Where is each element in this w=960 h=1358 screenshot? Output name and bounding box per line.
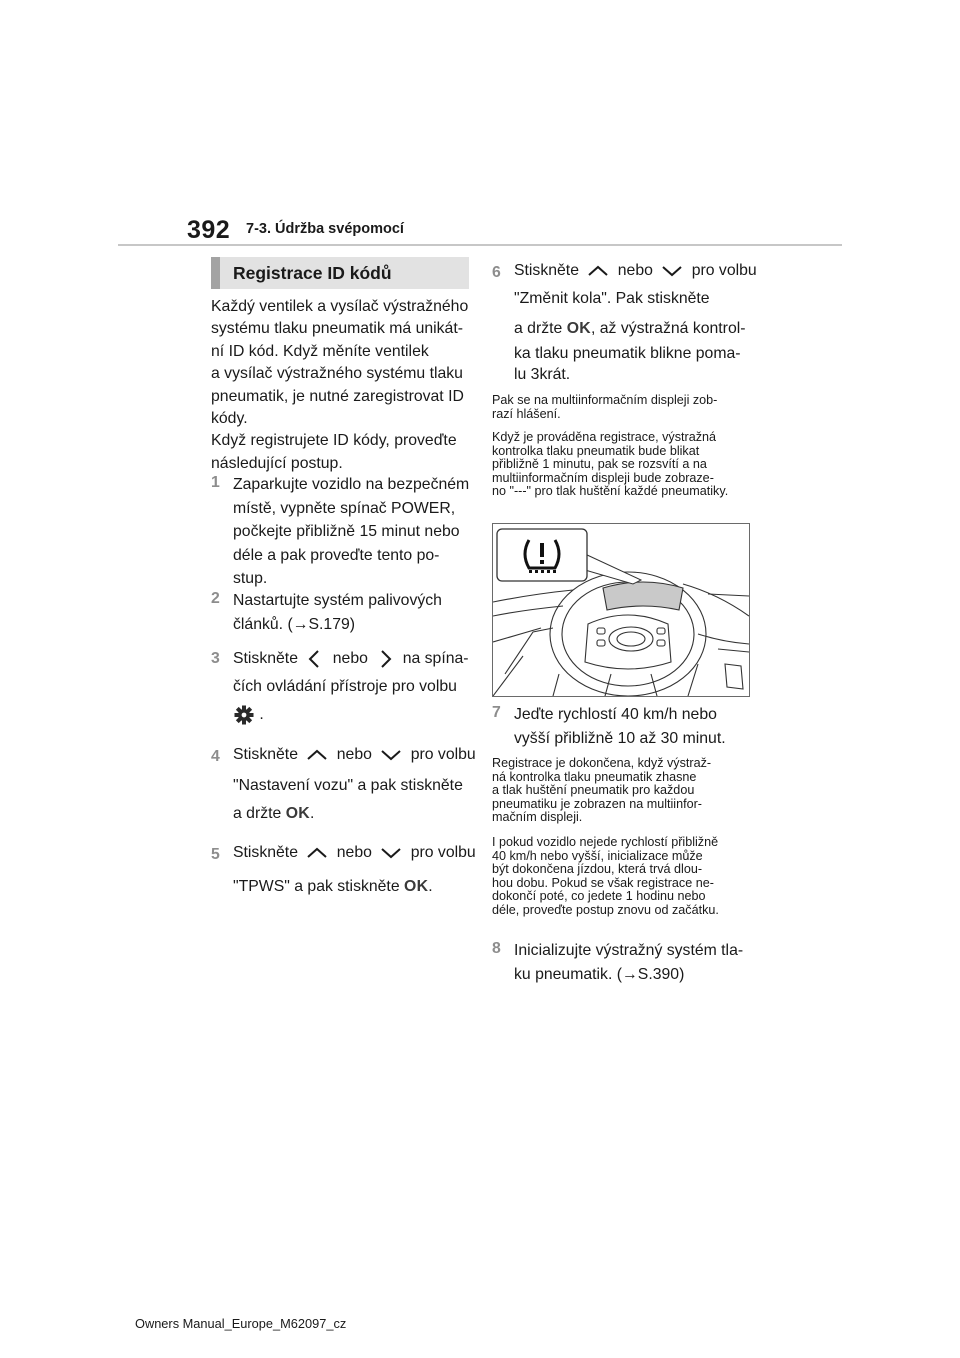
intro-line: systému tlaku pneumatik má unikát- [211,320,463,338]
step-line: lu 3krát. [514,366,571,383]
intro-line: Každý ventilek a vysílač výstražného [211,298,469,315]
step-text: nebo [336,746,372,764]
note-line: razí hlášení. [492,406,561,421]
step-text: Stiskněte [233,650,298,668]
step-line: "Změnit kola". Pak stiskněte [514,290,710,307]
step-line: počkejte přibližně 15 minut nebo [233,523,460,540]
gear-icon [233,704,255,726]
chevron-left-icon [302,648,328,670]
note-line: a tlak huštění pneumatik pro každou [492,783,695,798]
step-text: . [428,878,433,895]
note-line: přibližně 1 minutu, pak se rozsvítí a na [492,457,707,472]
chevron-up-icon [302,746,332,764]
intro-line: pneumatik, je nutné zaregistrovat ID [211,387,464,405]
step-line: Jeďte rychlostí 40 km/h nebo [514,706,717,723]
step-line: Zaparkujte vozidlo na bezpečném [233,476,470,493]
step-line: vyšší přibližně 10 až 30 minut. [514,729,726,747]
step-number: 4 [211,748,220,765]
step-line: čích ovládání přístroje pro volbu [233,678,457,695]
step-text: nebo [617,262,653,280]
step-line: "Nastavení vozu" a pak stiskněte [233,777,463,794]
step-line: ka tlaku pneumatik blikne poma- [514,345,741,362]
step-text: pro volbu [410,746,476,764]
step-line: článků. (→S.179) [233,615,356,633]
step-text: Stiskněte [514,262,579,280]
dashboard-drawing [493,524,749,696]
section-title: 7-3. Údržba svépomocí [246,221,404,237]
step-number: 5 [211,846,220,863]
page-number: 392 [187,216,231,244]
section-heading: Registrace ID kódů [233,263,392,283]
step-line: místě, vypněte spínač POWER, [233,499,456,517]
note-line: I pokud vozidlo nejede rychlostí přibližně [492,835,719,849]
step-text: a držte [233,805,282,822]
step-line: ku pneumatik. (→S.390) [514,965,685,983]
step-text: nebo [332,650,368,668]
step-line: stup. [233,570,268,587]
intro-line: Když registrujete ID kódy, proveďte [211,432,457,450]
step-line: Inicializujte výstražný systém tla- [514,942,744,959]
note-line: no "---" pro tlak huštění každé pneumatiky. [492,484,729,499]
note-line: být dokončena jízdou, která trvá dlou- [492,862,703,877]
note-line: pneumatiku je zobrazen na multiinfor- [492,796,703,811]
section-heading-box [211,257,469,289]
step-text: Stiskněte [233,844,298,862]
chevron-down-icon [376,844,406,862]
chevron-down-icon [376,746,406,764]
note-line: kontrolka tlaku pneumatik bude blikat [492,443,700,458]
intro-line: následující postup. [211,454,343,472]
step-number: 6 [492,264,501,281]
note-paragraph [492,394,717,421]
note-line: mačním displeji. [492,810,583,825]
step-text: "TPWS" a pak stiskněte [233,878,400,895]
dashboard-illustration [492,523,750,697]
note-paragraph [492,757,711,825]
intro-line: a vysílač výstražného systému tlaku [211,365,463,383]
step-text: na spína- [402,650,469,668]
note-line: déle, proveďte postup znovu od začátku. [492,902,719,917]
note-line: Registrace je dokončena, když výstraž- [492,756,712,770]
step-text: , až výstražná kontrol- [590,320,746,337]
step-text: . [309,805,315,822]
step-number: 3 [211,650,220,667]
step-text: . [259,706,264,724]
note-line: dokončí poté, co jedete 1 hodinu nebo [492,889,706,904]
chevron-right-icon [372,648,398,670]
step-text: nebo [336,844,372,862]
chevron-up-icon [302,844,332,862]
chevron-down-icon [657,262,687,280]
step-number: 7 [492,704,501,721]
note-line: 40 km/h nebo vyšší, inicializace může [492,848,703,863]
step-number: 8 [492,940,501,957]
step-number: 1 [211,474,220,491]
step-number: 2 [211,590,220,607]
note-line: Pak se na multiinformačním displeji zob- [492,393,718,407]
intro-line: kódy. [211,410,248,428]
step-text: pro volbu [410,844,476,862]
note-paragraph [492,431,728,499]
ok-button-label: OK [285,805,310,822]
heading-accent-bar [211,257,220,289]
ok-button-label: OK [566,320,591,337]
intro-line: ní ID kód. Když měníte ventilek [211,342,429,360]
ok-button-label: OK [404,878,429,895]
note-paragraph [492,836,719,918]
note-line: hou dobu. Pokud se však registrace ne- [492,875,714,890]
note-line: Když je prováděna registrace, výstražná [492,430,717,444]
step-line: déle a pak proveďte tento po- [233,546,440,564]
chevron-up-icon [583,262,613,280]
step-line: Nastartujte systém palivových [233,592,442,609]
step-text: pro volbu [691,262,757,280]
step-text: a držte [514,320,563,337]
note-line: ná kontrolka tlaku pneumatik zhasne [492,769,697,784]
footer-text: Owners Manual_Europe_M62097_cz [135,1316,347,1331]
header-divider [118,244,842,246]
step-text: Stiskněte [233,746,298,764]
note-line: multiinformačním displeji bude zobraze- [492,470,714,485]
intro-paragraph [211,296,468,475]
